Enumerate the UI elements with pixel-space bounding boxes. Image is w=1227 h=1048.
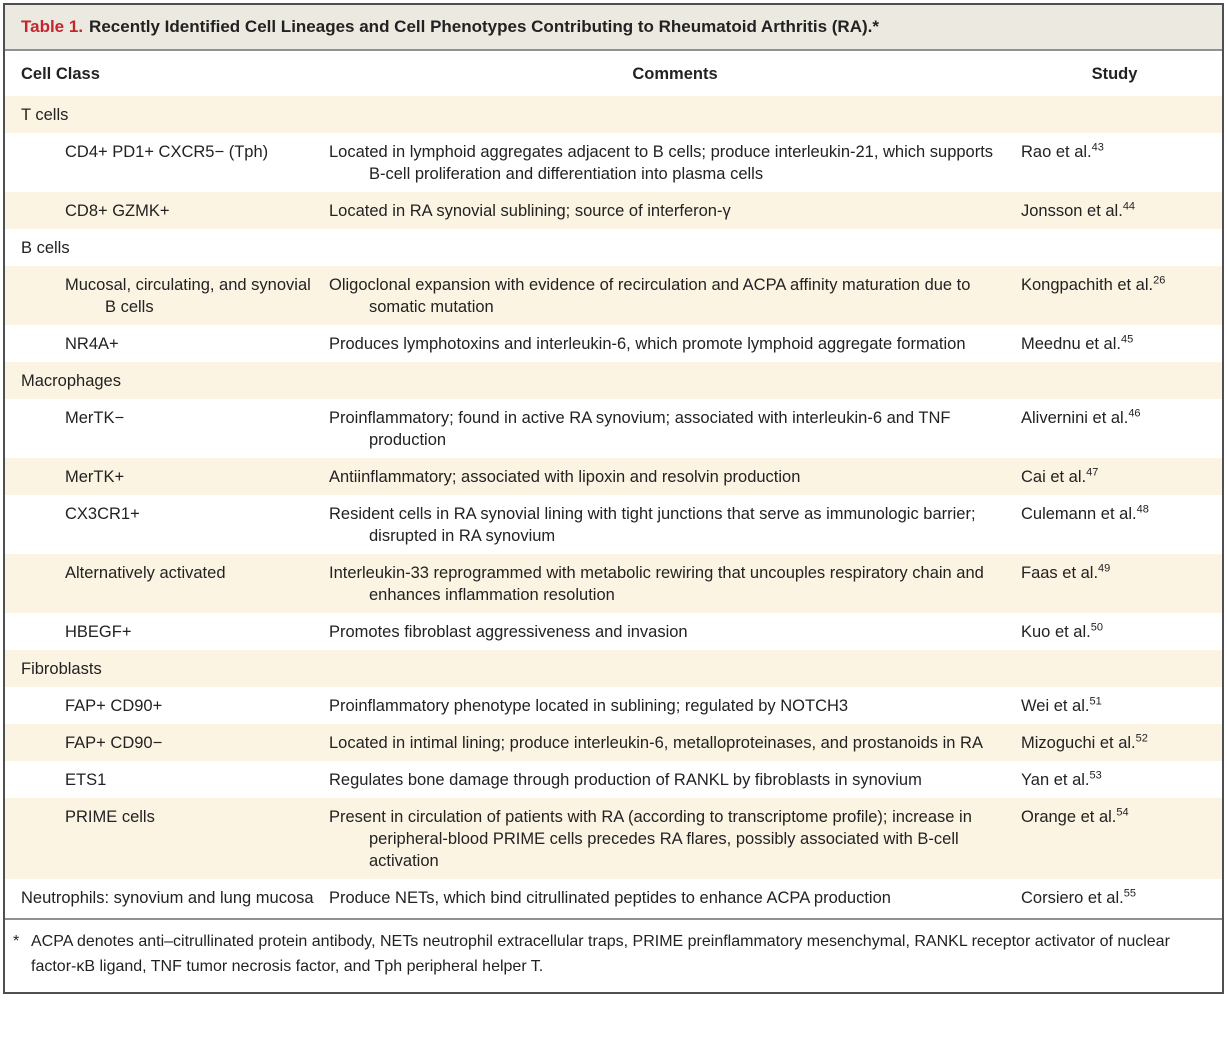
table-number-label: Table 1. [21, 17, 84, 36]
comment-value: Interleukin-33 reprogrammed with metabolic rewiring that uncouples respiratory chain and enhances inflammation resolution [329, 564, 984, 604]
section-label: B cells [21, 239, 70, 257]
study-cell [1021, 724, 1208, 761]
cell-class-value: FAP+ CD90+ [65, 697, 163, 715]
study-citation: Alivernini et al. [1021, 409, 1129, 427]
table-1-figure [3, 3, 1224, 994]
table-row [5, 687, 1222, 724]
cell-class-value: Alternatively activated [65, 564, 226, 582]
cell-class-value: Neutrophils: synovium and lung mucosa [21, 889, 314, 907]
table-row [5, 724, 1222, 761]
cell-class-value: ETS1 [65, 771, 107, 789]
section-header-row [5, 650, 1222, 687]
study-cell [1021, 458, 1208, 495]
study-reference-number: 54 [1116, 806, 1129, 819]
comment-value: Promotes fibroblast aggressiveness and invasion [329, 623, 688, 641]
study-cell [1021, 399, 1208, 458]
study-cell [1021, 879, 1208, 916]
study-citation: Yan et al. [1021, 771, 1090, 789]
cell-class-value: Mucosal, circulating, and synovial B cells [65, 276, 311, 316]
study-citation: Wei et al. [1021, 697, 1090, 715]
study-reference-number: 49 [1098, 562, 1111, 575]
cell-class-value: CD4+ PD1+ CXCR5− (Tph) [65, 143, 269, 161]
comment-value: Regulates bone damage through production of RANKL by fibroblasts in synovium [329, 771, 922, 789]
study-reference-number: 43 [1091, 141, 1104, 154]
section-label: Macrophages [21, 372, 121, 390]
study-cell [1021, 266, 1208, 325]
study-reference-number: 52 [1135, 732, 1148, 745]
table-title-bar [5, 5, 1222, 51]
cell-class-value: FAP+ CD90− [65, 734, 163, 752]
table-row [5, 613, 1222, 650]
comment-value: Located in intimal lining; produce interleukin-6, metalloproteinases, and prostanoids in RA [329, 734, 983, 752]
footnote-asterisk: * [13, 933, 20, 950]
study-citation: Kongpachith et al. [1021, 276, 1154, 294]
table-row [5, 399, 1222, 458]
study-citation: Meednu et al. [1021, 335, 1121, 353]
cell-class-value: MerTK− [65, 409, 125, 427]
cell-class-value: MerTK+ [65, 468, 125, 486]
study-citation: Orange et al. [1021, 808, 1117, 826]
column-header-study: Study [1091, 65, 1138, 83]
table-row [5, 458, 1222, 495]
study-cell [1021, 687, 1208, 724]
section-header-row [5, 362, 1222, 399]
study-citation: Faas et al. [1021, 564, 1099, 582]
comment-value: Resident cells in RA synovial lining with tight junctions that serve as immunologic barrier; disrupted in RA synovium [329, 505, 976, 545]
study-reference-number: 48 [1136, 503, 1149, 516]
table-row [5, 325, 1222, 362]
study-citation: Jonsson et al. [1021, 202, 1123, 220]
study-cell [1021, 554, 1208, 613]
column-header-row [5, 51, 1222, 96]
study-cell [1021, 761, 1208, 798]
comment-value: Proinflammatory phenotype located in sublining; regulated by NOTCH3 [329, 697, 849, 715]
comment-value: Present in circulation of patients with RA (according to transcriptome profile); increase in peripheral-blood PRIME cells precedes RA flares, possibly associated with B-cell activation [329, 808, 972, 870]
table-row [5, 266, 1222, 325]
table-title-text: Recently Identified Cell Lineages and Cell Phenotypes Contributing to Rheumatoid Arthritis (RA).* [89, 17, 879, 36]
study-cell [1021, 798, 1208, 879]
table-row [5, 133, 1222, 192]
study-citation: Cai et al. [1021, 468, 1087, 486]
study-citation: Rao et al. [1021, 143, 1092, 161]
cell-class-value: CD8+ GZMK+ [65, 202, 170, 220]
study-reference-number: 51 [1089, 695, 1102, 708]
study-reference-number: 46 [1128, 407, 1141, 420]
cell-class-value: NR4A+ [65, 335, 119, 353]
study-citation: Kuo et al. [1021, 623, 1091, 641]
footnote-text: ACPA denotes anti–citrullinated protein antibody, NETs neutrophil extracellular traps, PRIME preinflammatory mesenchymal, RANKL receptor activator of nuclear factor-κB ligand, TNF tumor necrosis factor, and Tph peripheral helper T. [31, 933, 1170, 975]
study-reference-number: 50 [1090, 621, 1103, 634]
table-row [5, 495, 1222, 554]
comment-value: Located in lymphoid aggregates adjacent to B cells; produce interleukin-21, which supports B-cell proliferation and differentiation into plasma cells [329, 143, 994, 183]
table-body [5, 96, 1222, 916]
table-row [5, 761, 1222, 798]
cell-class-value: HBEGF+ [65, 623, 132, 641]
study-cell [1021, 325, 1208, 362]
comment-value: Produces lymphotoxins and interleukin-6, which promote lymphoid aggregate formation [329, 335, 966, 353]
study-cell [1021, 133, 1208, 192]
cell-class-value: CX3CR1+ [65, 505, 140, 523]
comment-value: Located in RA synovial sublining; source of interferon-γ [329, 202, 731, 220]
column-header-cell-class: Cell Class [21, 65, 100, 83]
table-footnote [5, 920, 1222, 992]
study-cell [1021, 192, 1208, 229]
table-row [5, 192, 1222, 229]
study-cell [1021, 613, 1208, 650]
comment-value: Proinflammatory; found in active RA synovium; associated with interleukin-6 and TNF production [329, 409, 951, 449]
study-reference-number: 47 [1086, 466, 1099, 479]
study-reference-number: 26 [1153, 274, 1166, 287]
study-reference-number: 55 [1123, 887, 1136, 900]
column-header-comments: Comments [632, 65, 718, 83]
study-citation: Culemann et al. [1021, 505, 1137, 523]
study-reference-number: 53 [1089, 769, 1102, 782]
table-row [5, 798, 1222, 879]
study-cell [1021, 495, 1208, 554]
table-row [5, 554, 1222, 613]
comment-value: Oligoclonal expansion with evidence of recirculation and ACPA affinity maturation due to somatic mutation [329, 276, 971, 316]
comment-value: Produce NETs, which bind citrullinated peptides to enhance ACPA production [329, 889, 891, 907]
section-label: T cells [21, 106, 69, 124]
section-label: Fibroblasts [21, 660, 102, 678]
section-header-row [5, 96, 1222, 133]
study-reference-number: 44 [1122, 200, 1136, 213]
cell-class-value: PRIME cells [65, 808, 155, 826]
section-header-row [5, 229, 1222, 266]
study-citation: Corsiero et al. [1021, 889, 1124, 907]
comment-value: Antiinflammatory; associated with lipoxin and resolvin production [329, 468, 801, 486]
table-row [5, 879, 1222, 916]
study-reference-number: 45 [1120, 333, 1134, 346]
study-citation: Mizoguchi et al. [1021, 734, 1136, 752]
